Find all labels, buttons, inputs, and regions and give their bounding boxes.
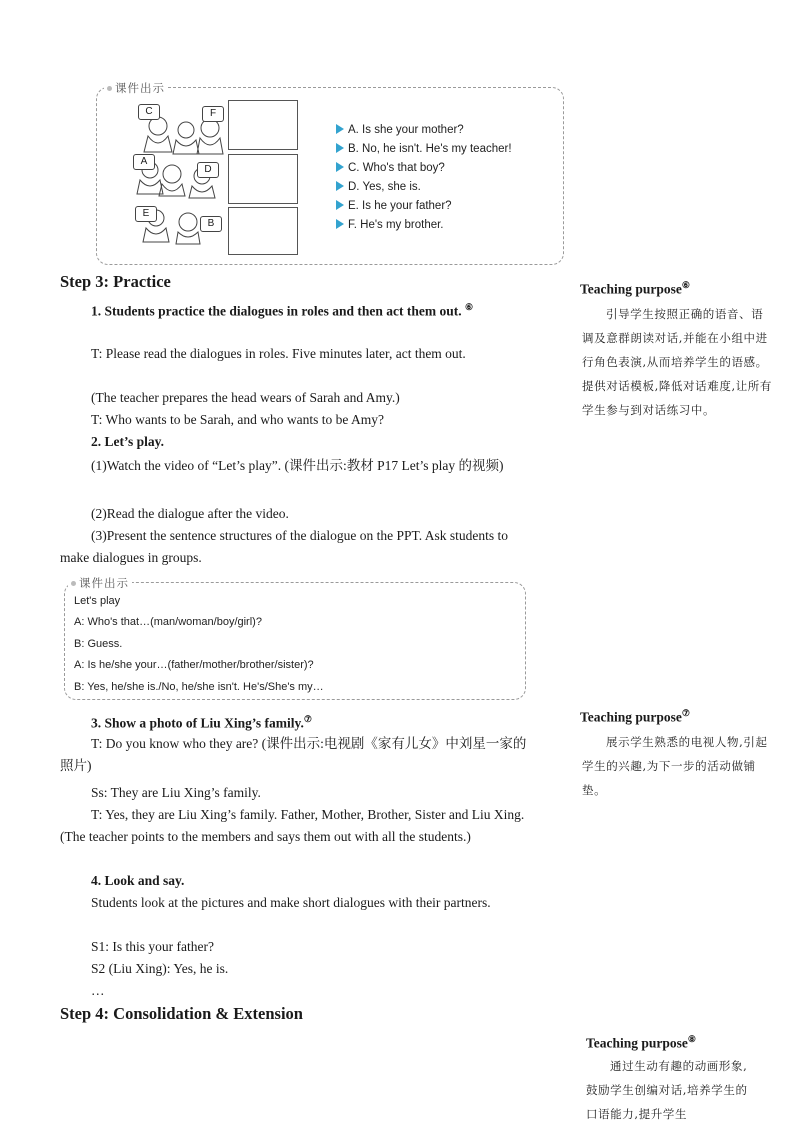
teaching-purpose-text-2: 展示学生熟悉的电视人物,引起学生的兴趣,为下一步的活动做铺垫。 bbox=[582, 735, 768, 797]
picture-frame-3 bbox=[228, 207, 298, 255]
step3-p3: T: Who wants to be Sarah, and who wants to be Amy? bbox=[91, 412, 385, 427]
label-b: B bbox=[200, 216, 222, 232]
step3-p2: (The teacher prepares the head wears of Sarah and Amy.) bbox=[91, 390, 400, 405]
picture-frame-2 bbox=[228, 154, 298, 204]
option-b: B. No, he isn't. He's my teacher! bbox=[336, 143, 512, 155]
label-d: D bbox=[197, 162, 219, 178]
arrow-icon bbox=[336, 219, 344, 229]
label-e: E bbox=[135, 206, 157, 222]
step3-p5: (2)Read the dialogue after the video. bbox=[91, 506, 289, 521]
step3-p11: S1: Is this your father? bbox=[91, 939, 214, 954]
option-f: F. He's my brother. bbox=[336, 219, 444, 231]
dialogue-line: A: Who's that…(man/woman/boy/girl)? bbox=[74, 616, 262, 628]
step3-title: Step 3: Practice bbox=[60, 272, 171, 291]
dialogue-line: B: Yes, he/she is./No, he/she isn't. He's/She's my… bbox=[74, 681, 324, 693]
arrow-icon bbox=[336, 162, 344, 172]
step3-p7: T: Do you know who they are? (课件出示:电视剧《家有儿女》中刘星一家的照片) bbox=[60, 736, 527, 773]
label-a: A bbox=[133, 154, 155, 170]
courseware-tag-2: 课件出示 bbox=[68, 575, 132, 591]
teaching-purpose-title-2: Teaching purpose⑦ bbox=[580, 708, 690, 725]
step3-p1: T: Please read the dialogues in roles. Five minutes later, act them out. bbox=[91, 346, 466, 361]
step3-p12: S2 (Liu Xing): Yes, he is. bbox=[91, 961, 229, 976]
teaching-purpose-title-1: Teaching purpose⑥ bbox=[580, 280, 690, 297]
arrow-icon bbox=[336, 124, 344, 134]
step3-item3: 3. Show a photo of Liu Xing’s family.⑦ bbox=[91, 714, 312, 731]
step3-p13: … bbox=[91, 983, 105, 998]
courseware-tag-1: 课件出示 bbox=[104, 80, 168, 96]
option-e: E. Is he your father? bbox=[336, 200, 452, 212]
step3-p4: (1)Watch the video of “Let’s play”. (课件出示:教材 P17 Let’s play 的视频) bbox=[91, 458, 504, 473]
teaching-purpose-title-3: Teaching purpose⑧ bbox=[586, 1034, 696, 1051]
teaching-purpose-text-1: 引导学生按照正确的语音、语调及意群朗读对话,并能在小组中进行角色表演,从而培养学生的语感。提供对话模板,降低对话难度,让所有学生参与到对话练习中。 bbox=[582, 307, 773, 417]
label-f: F bbox=[202, 106, 224, 122]
dialogue-line: A: Is he/she your…(father/mother/brother/sister)? bbox=[74, 659, 314, 671]
step3-p9: T: Yes, they are Liu Xing’s family. Father, Mother, Brother, Sister and Liu Xing. (The teacher points to the members and says them out with all the students.) bbox=[60, 807, 525, 844]
step4-title: Step 4: Consolidation & Extension bbox=[60, 1004, 303, 1023]
arrow-icon bbox=[336, 181, 344, 191]
teaching-purpose-text-3: 通过生动有趣的动画形象,鼓励学生创编对话,培养学生的口语能力,提升学生 bbox=[586, 1059, 748, 1121]
dialogue-line: B: Guess. bbox=[74, 638, 123, 650]
label-c: C bbox=[138, 104, 160, 120]
option-d: D. Yes, she is. bbox=[336, 181, 421, 193]
step3-item4: 4. Look and say. bbox=[91, 873, 185, 888]
step3-p10: Students look at the pictures and make short dialogues with their partners. bbox=[91, 895, 491, 910]
dialogue-line-title: Let's play bbox=[74, 595, 121, 607]
step3-p6: (3)Present the sentence structures of the dialogue on the PPT. Ask students to make dialogues in groups. bbox=[60, 528, 509, 565]
arrow-icon bbox=[336, 200, 344, 210]
picture-frame-1 bbox=[228, 100, 298, 150]
option-a: A. Is she your mother? bbox=[336, 124, 464, 136]
arrow-icon bbox=[336, 143, 344, 153]
step3-item1: 1. Students practice the dialogues in roles and then act them out. ⑥ bbox=[91, 302, 474, 319]
step3-p8: Ss: They are Liu Xing’s family. bbox=[91, 785, 261, 800]
step3-item2: 2. Let’s play. bbox=[91, 434, 165, 449]
option-c: C. Who's that boy? bbox=[336, 162, 445, 174]
